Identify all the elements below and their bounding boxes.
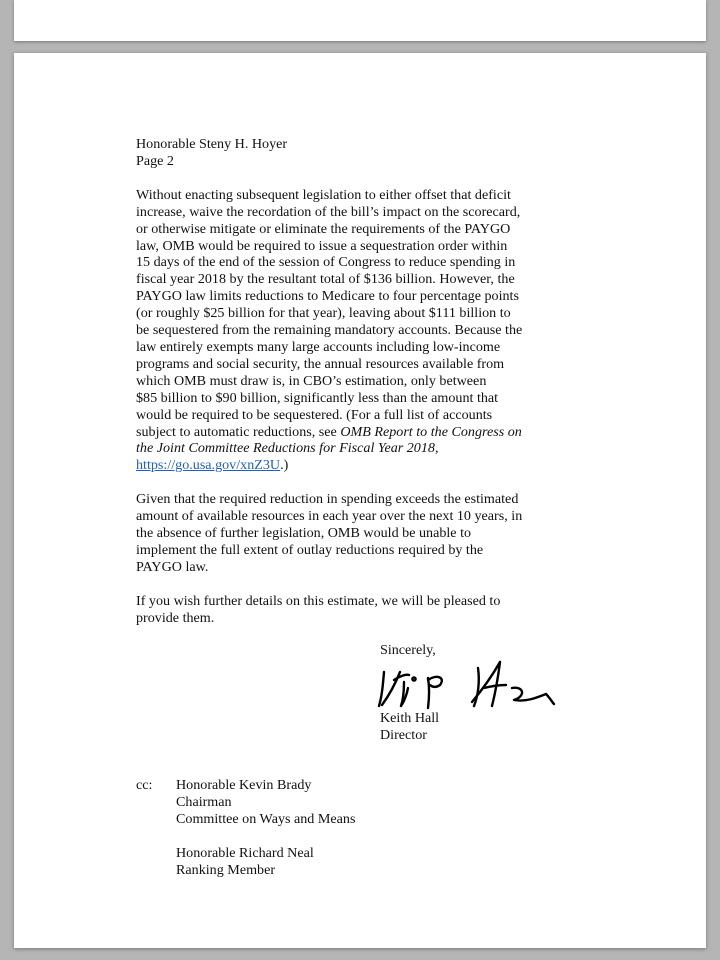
text-line: implement the full extent of outlay reductions required by the (136, 541, 484, 558)
signatory-name: Keith Hall (380, 710, 440, 726)
text-line: Without enacting subsequent legislation to either offset that deficit (136, 186, 511, 203)
text-line: would be required to be sequestered. (For a full list of accounts (136, 406, 493, 423)
text-line: the absence of further legislation, OMB would be unable to (136, 525, 472, 542)
text-line: fiscal year 2018 by the resultant total of $136 billion. However, the (136, 271, 515, 288)
text-line: If you wish further details on this estimate, we will be pleased to (136, 592, 501, 609)
cc-label: cc: (136, 777, 153, 793)
text-line: 15 days of the end of the session of Congress to reduce spending in (136, 254, 516, 271)
signature-image (374, 658, 559, 718)
cc-list (176, 777, 355, 896)
text-fragment: , (434, 440, 439, 457)
paragraph-3 (136, 593, 556, 627)
text-line: PAYGO law limits reductions to Medicare to four percentage points (136, 288, 519, 305)
text-line: (or roughly $25 billion for that year), leaving about $111 billion to (136, 305, 511, 322)
text-line: amount of available resources in each year over the next 10 years, in (136, 508, 523, 525)
text-line (136, 440, 556, 457)
cc-recipient-name: Honorable Kevin Brady (176, 777, 312, 793)
report-link[interactable]: https://go.usa.gov/xnZ3U (136, 457, 281, 474)
text-line: increase, waive the recordation of the bill’s impact on the scorecard, (136, 203, 521, 220)
page-number: Page 2 (136, 152, 174, 169)
text-line: law entirely exempts many large accounts including low-income (136, 338, 501, 355)
text-line: or otherwise mitigate or eliminate the requirements of the PAYGO (136, 220, 511, 237)
text-fragment: .) (280, 457, 289, 474)
text-line (136, 424, 556, 441)
paragraph-2 (136, 491, 556, 576)
text-line: Given that the required reduction in spending exceeds the estimated (136, 491, 519, 508)
cc-recipient (176, 777, 355, 828)
signatory-block (380, 710, 439, 744)
paragraph-1 (136, 187, 556, 474)
cc-recipient-role: Ranking Member (176, 861, 276, 878)
text-line: be sequestered from the remaining mandatory accounts. Because the (136, 322, 523, 339)
text-line: PAYGO law. (136, 558, 209, 575)
cc-recipient-role: Chairman (176, 793, 232, 810)
text-line: which OMB must draw is, in CBO’s estimation, only between (136, 372, 487, 389)
text-line: provide them. (136, 609, 215, 626)
cc-recipient-name: Honorable Richard Neal (176, 844, 314, 861)
signatory-title: Director (380, 726, 427, 743)
letter-header (136, 136, 556, 170)
report-title-part-2: the Joint Committee Reductions for Fiscal Year 2018 (136, 440, 435, 457)
report-title-part-1: OMB Report to the Congress on (340, 423, 522, 440)
letter-body (136, 136, 556, 644)
previous-page-edge (14, 0, 706, 41)
text-line: $85 billion to $90 billion, significantly less than the amount that (136, 389, 499, 406)
text-line: law, OMB would be required to issue a sequestration order within (136, 237, 508, 254)
closing-salutation: Sincerely, (380, 642, 436, 658)
cc-recipient (176, 845, 355, 879)
text-line (136, 457, 556, 474)
document-page (14, 53, 706, 948)
recipient-line: Honorable Steny H. Hoyer (136, 136, 288, 152)
text-line: programs and social security, the annual resources available from (136, 355, 505, 372)
cc-recipient-committee: Committee on Ways and Means (176, 810, 356, 827)
text-fragment: subject to automatic reductions, see (136, 423, 341, 440)
